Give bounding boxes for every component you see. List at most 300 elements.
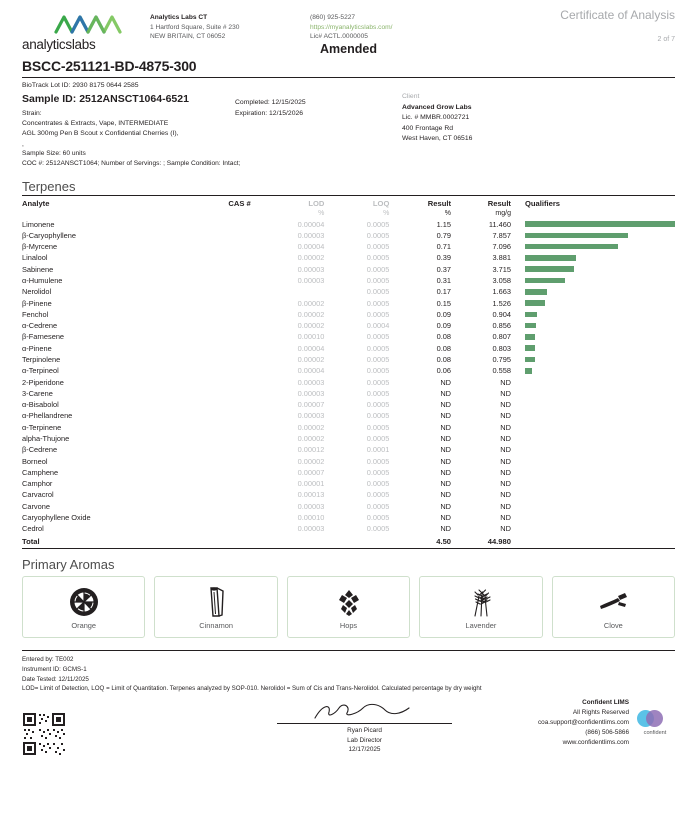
terpenes-header-row xyxy=(22,196,675,209)
cell-bar xyxy=(511,275,675,286)
page-header xyxy=(22,0,675,52)
table-row xyxy=(22,343,675,354)
result-bar xyxy=(525,244,618,250)
cell-analyte: Cedrol xyxy=(22,524,44,534)
aroma-card xyxy=(419,576,542,638)
hops-icon xyxy=(334,585,364,619)
cell-loq: 0.0005 xyxy=(366,264,390,274)
cell-bar xyxy=(511,264,675,275)
aroma-card xyxy=(552,576,675,638)
cell-cas xyxy=(182,376,259,387)
cell-loq: 0.0005 xyxy=(366,456,390,466)
cell-cas xyxy=(182,365,259,376)
cell-result-pct: ND xyxy=(440,411,452,421)
sample-coc: COC #: 2512ANSCT1064; Number of Servings: ; Sample Condition: Intact; xyxy=(22,160,241,168)
lab-address-2: NEW BRITAIN, CT 06052 xyxy=(150,33,226,41)
col-loq: LOQ xyxy=(372,199,390,209)
cell-analyte: β-Pinene xyxy=(22,298,52,308)
entered-by: Entered by: TE002 xyxy=(22,656,74,664)
cell-cas xyxy=(182,297,259,308)
cell-result-pct: 0.31 xyxy=(436,276,452,285)
page-number: 2 of 7 xyxy=(657,36,675,43)
cell-lod: 0.00003 xyxy=(297,377,325,387)
aromas-section-title: Primary Aromas xyxy=(22,557,115,573)
cell-analyte: Carvone xyxy=(22,501,50,511)
cell-analyte: α-Terpinene xyxy=(22,422,62,432)
cell-result-pct: 0.37 xyxy=(436,264,452,274)
page-footer xyxy=(22,650,675,757)
lab-contact xyxy=(310,10,510,42)
cell-loq: 0.0005 xyxy=(366,343,390,353)
cell-bar xyxy=(511,410,675,421)
cell-cas xyxy=(182,252,259,263)
cell-cas xyxy=(182,264,259,275)
table-row xyxy=(22,444,675,455)
cell-cas xyxy=(182,320,259,331)
cell-analyte: α-Bisabolol xyxy=(22,400,59,410)
cell-analyte: Camphene xyxy=(22,467,59,477)
cell-lod: 0.00003 xyxy=(297,501,325,511)
aroma-card xyxy=(287,576,410,638)
cell-result-mgg: ND xyxy=(500,388,511,398)
brand-block xyxy=(22,10,150,52)
cell-lod: 0.00003 xyxy=(297,524,325,534)
cell-analyte: α-Humulene xyxy=(22,276,63,285)
sample-id-label: Sample ID: xyxy=(22,93,77,106)
cell-result-pct: ND xyxy=(440,433,452,443)
cell-bar xyxy=(511,444,675,455)
result-bar xyxy=(525,278,565,284)
cell-cas xyxy=(182,523,259,534)
table-row xyxy=(22,410,675,421)
cell-loq: 0.0005 xyxy=(366,512,390,522)
aroma-card xyxy=(22,576,145,638)
cell-result-mgg: 7.096 xyxy=(492,242,511,252)
cell-result-mgg: ND xyxy=(500,490,511,500)
unit-loq: % xyxy=(383,210,390,218)
cell-loq: 0.0005 xyxy=(366,298,390,308)
table-row xyxy=(22,252,675,263)
table-row xyxy=(22,331,675,342)
cell-loq: 0.0001 xyxy=(366,445,390,455)
table-row xyxy=(22,478,675,489)
result-bar xyxy=(525,357,535,363)
cell-cas xyxy=(182,218,259,229)
total-pct: 4.50 xyxy=(436,537,452,547)
aroma-label: Clove xyxy=(603,620,623,630)
cell-analyte: Sabinene xyxy=(22,264,54,274)
confident-support-email[interactable]: coa.support@confidentlims.com xyxy=(537,718,629,726)
cell-result-mgg: 3.881 xyxy=(492,253,511,263)
cell-loq: 0.0005 xyxy=(366,501,390,511)
unit-result-mgg: mg/g xyxy=(495,210,511,218)
cell-result-pct: ND xyxy=(440,501,452,511)
lab-address-1: 1 Hartford Square, Suite # 230 xyxy=(150,23,240,31)
sample-id-row xyxy=(22,92,675,108)
analytics-labs-logo-icon xyxy=(54,12,150,34)
cell-lod: 0.00004 xyxy=(297,366,325,376)
col-cas: CAS # xyxy=(228,199,251,209)
client-label: Client xyxy=(402,93,420,100)
cell-loq: 0.0005 xyxy=(366,287,390,297)
table-row xyxy=(22,365,675,376)
lab-website-link[interactable]: https://myanalyticslabs.com/ xyxy=(310,23,393,31)
dates-column xyxy=(235,98,306,120)
signature-block xyxy=(277,700,452,755)
cell-bar xyxy=(511,478,675,489)
cell-result-mgg: 0.856 xyxy=(492,321,511,331)
table-row xyxy=(22,354,675,365)
cell-lod: 0.00012 xyxy=(297,445,325,455)
table-row xyxy=(22,489,675,500)
lavender-icon xyxy=(466,585,496,619)
table-row xyxy=(22,388,675,399)
client-column xyxy=(402,92,472,145)
cell-lod: 0.00001 xyxy=(297,479,325,489)
cell-lod: 0.00007 xyxy=(297,400,325,410)
aroma-label: Lavender xyxy=(465,620,497,630)
cell-cas xyxy=(182,478,259,489)
cell-analyte: Limonene xyxy=(22,219,55,229)
cell-cas xyxy=(182,331,259,342)
cell-result-mgg: 1.526 xyxy=(492,298,511,308)
cell-result-mgg: ND xyxy=(500,456,511,466)
cell-result-pct: 0.08 xyxy=(436,343,452,353)
cell-result-pct: 0.08 xyxy=(436,332,452,342)
cell-analyte: Caryophyllene Oxide xyxy=(22,512,91,522)
col-result-mgg: Result xyxy=(487,199,511,209)
cell-result-pct: ND xyxy=(440,467,452,477)
cell-analyte: β-Caryophyllene xyxy=(22,230,76,240)
confident-line-2: All Rights Reserved xyxy=(572,708,629,716)
terpenes-bottom-divider xyxy=(22,548,675,549)
cell-lod: 0.00002 xyxy=(297,253,325,263)
cell-bar xyxy=(511,422,675,433)
aroma-label: Hops xyxy=(339,620,358,630)
cell-lod: 0.00003 xyxy=(297,276,325,285)
cell-result-pct: 0.17 xyxy=(436,287,452,297)
terpenes-section-title: Terpenes xyxy=(22,179,76,195)
cell-cas xyxy=(182,354,259,365)
cell-result-mgg: 0.904 xyxy=(492,309,511,319)
cell-lod: 0.00010 xyxy=(297,332,325,342)
cell-analyte: Fenchol xyxy=(22,309,49,319)
confident-logo-caption: confident xyxy=(643,729,667,736)
cell-analyte: Linalool xyxy=(22,253,48,263)
sample-title: BSCC-251121-BD-4875-300 xyxy=(22,58,197,74)
cell-cas xyxy=(182,309,259,320)
cell-analyte: β-Farnesene xyxy=(22,332,65,342)
table-row xyxy=(22,467,675,478)
cell-result-pct: ND xyxy=(440,400,452,410)
cell-cas xyxy=(182,241,259,252)
cell-lod: 0.00004 xyxy=(297,343,325,353)
brand-name-light: analytics xyxy=(22,37,72,52)
cell-cas xyxy=(182,489,259,500)
cell-cas xyxy=(182,275,259,286)
cell-result-mgg: ND xyxy=(500,524,511,534)
cell-loq: 0.0005 xyxy=(366,433,390,443)
result-bar xyxy=(525,233,628,239)
cell-bar xyxy=(511,252,675,263)
cell-bar xyxy=(511,297,675,308)
cell-analyte: 3-Carene xyxy=(22,388,53,398)
lab-phone: (860) 925-5227 xyxy=(310,14,356,21)
cell-lod: 0.00002 xyxy=(297,422,325,432)
amended-banner: Amended xyxy=(320,42,377,56)
lab-license: Lic# ACTL.0000005 xyxy=(310,33,368,41)
result-bar xyxy=(525,345,536,351)
cell-result-mgg: 3.715 xyxy=(492,264,511,274)
table-row xyxy=(22,455,675,466)
confident-phone: (866) 506-5866 xyxy=(585,728,629,736)
cell-loq: 0.0005 xyxy=(366,422,390,432)
cell-bar xyxy=(511,343,675,354)
table-row xyxy=(22,523,675,534)
cell-result-pct: 0.09 xyxy=(436,309,452,319)
result-bar xyxy=(525,368,532,374)
cell-loq: 0.0005 xyxy=(366,467,390,477)
cell-bar xyxy=(511,500,675,511)
result-bar xyxy=(525,289,547,295)
sample-description: Concentrates & Extracts, Vape, INTERMEDIATE xyxy=(22,120,169,128)
col-lod: LOD xyxy=(308,199,325,209)
cell-cas xyxy=(182,433,259,444)
table-row xyxy=(22,512,675,523)
cell-cas xyxy=(182,444,259,455)
cell-result-mgg: 0.807 xyxy=(492,332,511,342)
signer-title: Lab Director xyxy=(347,736,382,744)
cell-loq: 0.0005 xyxy=(366,400,390,410)
cell-result-mgg: ND xyxy=(500,479,511,489)
terpenes-body xyxy=(22,218,675,534)
result-bar xyxy=(525,323,536,329)
cell-lod: 0.00003 xyxy=(297,411,325,421)
cell-analyte: β-Myrcene xyxy=(22,242,58,252)
cell-loq: 0.0005 xyxy=(366,309,390,319)
cell-analyte: Carvacrol xyxy=(22,490,54,500)
sample-id-value: 2512ANSCT1064-6521 xyxy=(79,93,189,106)
cell-bar xyxy=(511,331,675,342)
cell-loq: 0.0005 xyxy=(366,411,390,421)
cell-analyte: β-Cedrene xyxy=(22,445,58,455)
confident-logo-icon xyxy=(635,708,675,730)
sample-product: AGL 300mg Pen B Scout x Confidential Cherries (I), xyxy=(22,130,179,138)
cell-loq: 0.0005 xyxy=(366,219,390,229)
cell-loq: 0.0004 xyxy=(366,321,390,331)
cell-result-pct: 0.08 xyxy=(436,354,452,364)
cell-bar xyxy=(511,230,675,241)
cell-lod: 0.00002 xyxy=(297,298,325,308)
col-analyte: Analyte xyxy=(22,199,50,209)
lab-info xyxy=(150,10,310,42)
confident-logo xyxy=(635,708,675,736)
expiration-value: 12/15/2026 xyxy=(269,109,304,117)
cell-analyte: Borneol xyxy=(22,456,48,466)
footer-notes: LOD= Limit of Detection, LOQ = Limit of Quantitation. Terpenes analyzed by SOP-010. Nerolidol = Sum of Cis and Trans-Nerolidol. Calculated percentage by dry weight xyxy=(22,685,482,693)
cell-result-mgg: ND xyxy=(500,422,511,432)
cell-loq: 0.0005 xyxy=(366,253,390,263)
cell-result-pct: 1.15 xyxy=(436,219,452,229)
cell-lod: 0.00002 xyxy=(297,456,325,466)
cell-result-mgg: 11.460 xyxy=(488,219,511,229)
completed-label: Completed: xyxy=(235,99,270,106)
aroma-label: Orange xyxy=(71,620,97,630)
cell-lod: 0.00007 xyxy=(297,467,325,477)
cell-loq: 0.0005 xyxy=(366,377,390,387)
table-row xyxy=(22,500,675,511)
cell-result-pct: 0.06 xyxy=(436,366,452,376)
col-result-pct: Result xyxy=(427,199,452,209)
table-row xyxy=(22,376,675,387)
cell-cas xyxy=(182,230,259,241)
sample-size: Sample Size: 60 units xyxy=(22,150,86,158)
cell-result-mgg: ND xyxy=(500,501,511,511)
brand-name-bold: labs xyxy=(71,37,96,52)
biotrack-lot-label: BioTrack Lot ID: xyxy=(22,82,71,89)
cell-cas xyxy=(182,399,259,410)
cell-bar xyxy=(511,388,675,399)
cell-loq: 0.0005 xyxy=(366,354,390,364)
cell-result-mgg: 3.058 xyxy=(492,276,511,285)
cell-lod: 0.00004 xyxy=(297,219,325,229)
cell-loq: 0.0005 xyxy=(366,524,390,534)
instrument-id: Instrument ID: GCMS-1 xyxy=(22,666,87,674)
cell-result-mgg: 1.663 xyxy=(492,287,511,297)
lab-name: Analytics Labs CT xyxy=(150,14,208,21)
cell-result-mgg: ND xyxy=(500,445,511,455)
table-row xyxy=(22,309,675,320)
completed-value: 12/15/2025 xyxy=(271,99,306,106)
col-qualifiers: Qualifiers xyxy=(524,199,560,209)
cell-bar xyxy=(511,399,675,410)
cell-bar xyxy=(511,218,675,229)
cell-result-mgg: ND xyxy=(500,433,511,443)
cell-loq: 0.0005 xyxy=(366,242,390,252)
cell-loq: 0.0005 xyxy=(366,230,390,240)
cell-bar xyxy=(511,354,675,365)
terpenes-total-row xyxy=(22,534,675,547)
cell-loq: 0.0005 xyxy=(366,276,390,285)
cell-result-pct: ND xyxy=(440,524,452,534)
cell-bar xyxy=(511,320,675,331)
strain-label: Strain: xyxy=(22,109,42,117)
table-row xyxy=(22,264,675,275)
cell-cas xyxy=(182,422,259,433)
total-label: Total xyxy=(22,537,40,547)
table-row xyxy=(22,399,675,410)
cell-result-mgg: ND xyxy=(500,377,511,387)
cell-bar xyxy=(511,455,675,466)
cell-cas xyxy=(182,467,259,478)
cell-result-pct: ND xyxy=(440,445,452,455)
aroma-list xyxy=(22,576,675,638)
signer-date: 12/17/2025 xyxy=(348,746,381,754)
clove-icon xyxy=(596,585,630,619)
cell-result-pct: 0.15 xyxy=(436,298,452,308)
cell-lod: 0.00003 xyxy=(297,230,325,240)
cell-bar xyxy=(511,433,675,444)
title-divider xyxy=(22,77,675,78)
cell-bar xyxy=(511,365,675,376)
cell-cas xyxy=(182,343,259,354)
cell-analyte: Camphor xyxy=(22,479,53,489)
cell-analyte: α-Phellandrene xyxy=(22,411,73,421)
cell-cas xyxy=(182,410,259,421)
cell-analyte: Terpinolene xyxy=(22,354,61,364)
confident-website[interactable]: www.confidentlims.com xyxy=(562,738,629,746)
cell-cas xyxy=(182,388,259,399)
cell-bar xyxy=(511,467,675,478)
cell-result-pct: ND xyxy=(440,479,452,489)
unit-lod: % xyxy=(318,210,325,218)
date-tested: Date Tested: 12/11/2025 xyxy=(22,675,89,683)
sample-spacer: , xyxy=(22,140,24,148)
biotrack-lot-value: 2930 8175 0644 2585 xyxy=(72,82,139,89)
table-row xyxy=(22,241,675,252)
signature-area xyxy=(22,698,675,758)
brand-wordmark xyxy=(22,37,150,52)
client-address-2: West Haven, CT 06516 xyxy=(402,135,473,143)
result-bar xyxy=(525,300,545,306)
cell-lod xyxy=(259,286,325,297)
qr-code[interactable] xyxy=(22,712,66,756)
cell-bar xyxy=(511,489,675,500)
terpenes-units-row xyxy=(22,209,675,218)
result-bar xyxy=(525,266,574,272)
cell-loq: 0.0005 xyxy=(366,490,390,500)
cell-lod: 0.00002 xyxy=(297,433,325,443)
biotrack-lot xyxy=(22,81,675,91)
result-bar xyxy=(525,312,537,318)
client-license: Lic. # MMBR.0002721 xyxy=(402,114,470,122)
cell-cas xyxy=(182,286,259,297)
cell-bar xyxy=(511,512,675,523)
cell-loq: 0.0005 xyxy=(366,366,390,376)
table-row xyxy=(22,218,675,229)
cell-result-mgg: ND xyxy=(500,467,511,477)
unit-result-pct: % xyxy=(444,210,452,218)
cell-result-pct: 0.79 xyxy=(436,230,452,240)
cell-result-pct: ND xyxy=(440,456,452,466)
table-row xyxy=(22,320,675,331)
cell-analyte: α-Terpineol xyxy=(22,366,59,376)
cell-lod: 0.00003 xyxy=(297,388,325,398)
cell-lod: 0.00003 xyxy=(297,264,325,274)
table-row xyxy=(22,422,675,433)
cell-loq: 0.0005 xyxy=(366,388,390,398)
cell-analyte: 2-Piperidone xyxy=(22,377,64,387)
cell-result-pct: ND xyxy=(440,512,452,522)
sample-meta xyxy=(22,81,675,169)
cell-analyte: α-Cedrene xyxy=(22,321,58,331)
cell-cas xyxy=(182,512,259,523)
terpenes-table xyxy=(22,196,675,547)
aroma-label: Cinnamon xyxy=(199,620,233,630)
cell-result-pct: 0.71 xyxy=(436,242,452,252)
table-row xyxy=(22,275,675,286)
cell-result-mgg: 7.857 xyxy=(492,230,511,240)
cell-result-pct: ND xyxy=(440,388,452,398)
result-bar xyxy=(525,221,675,227)
cell-result-mgg: 0.795 xyxy=(492,354,511,364)
result-bar xyxy=(525,334,536,340)
cell-cas xyxy=(182,500,259,511)
cell-loq: 0.0005 xyxy=(366,332,390,342)
table-row xyxy=(22,286,675,297)
cell-analyte: alpha-Thujone xyxy=(22,433,70,443)
orange-slice-icon xyxy=(69,585,99,619)
